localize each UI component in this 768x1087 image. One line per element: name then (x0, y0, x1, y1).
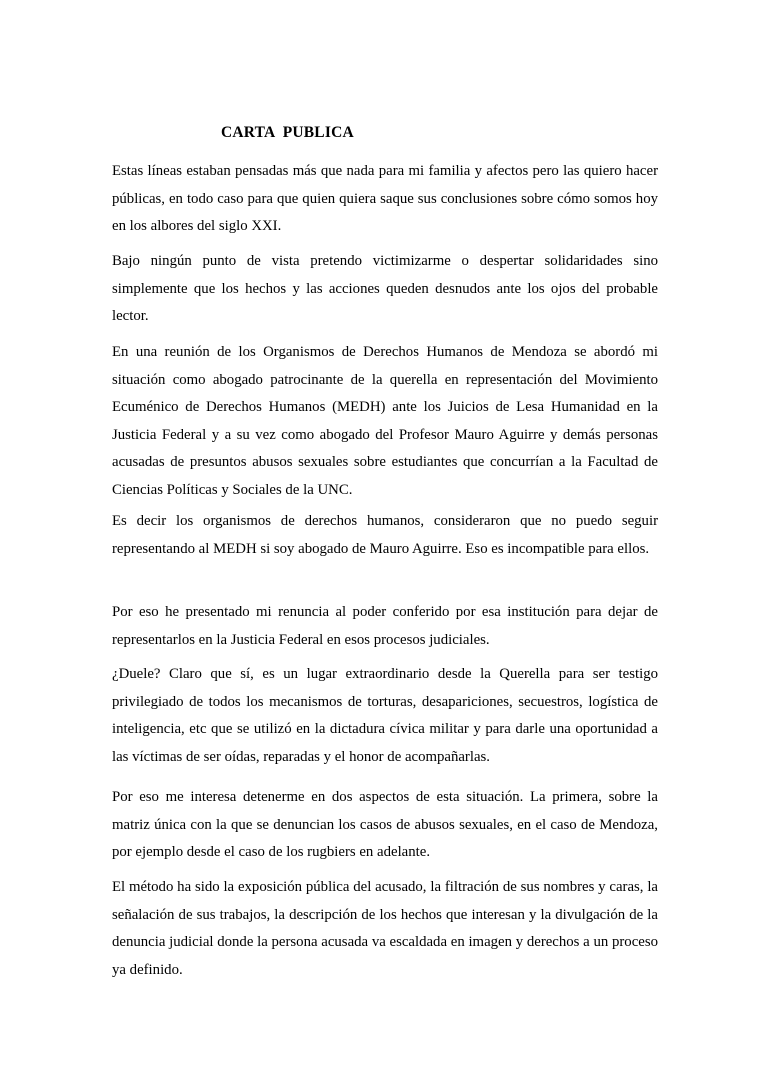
document-title: CARTA PUBLICA (221, 124, 354, 141)
paragraph-3: En una reunión de los Organismos de Derechos Humanos de Mendoza se abordó mi situación como abogado patrocinante de la querella en representación del Movimiento Ecuménico de Derechos Humanos (MEDH) ante los Juicios de Lesa Humanidad en la Justicia Federal y a su vez como abogado del Profesor Mauro Aguirre y demás personas acusadas de presuntos abusos sexuales sobre estudiantes que concurrían a la Facultad de Ciencias Políticas y Sociales de la UNC. (112, 344, 658, 498)
paragraph-6: ¿Duele? Claro que sí, es un lugar extraordinario desde la Querella para ser testigo privilegiado de todos los mecanismos de torturas, desapariciones, secuestros, logística de inteligencia, etc que se utilizó en la dictadura cívica militar y para darle una oportunidad a las víctimas de ser oídas, reparadas y el honor de acompañarlas. (112, 666, 658, 765)
paragraph-1: Estas líneas estaban pensadas más que nada para mi familia y afectos pero las quiero hacer públicas, en todo caso para que quien quiera saque sus conclusiones sobre cómo somos hoy en los albores del siglo XXI. (112, 163, 658, 235)
paragraph-2: Bajo ningún punto de vista pretendo victimizarme o despertar solidaridades sino simplemente que los hechos y las acciones queden desnudos ante los ojos del probable lector. (112, 253, 658, 325)
paragraph-7: Por eso me interesa detenerme en dos aspectos de esta situación. La primera, sobre la matriz única con la que se denuncian los casos de abusos sexuales, en el caso de Mendoza, por ejemplo desde el caso de los rugbiers en adelante. (112, 789, 658, 861)
paragraph-4: Es decir los organismos de derechos humanos, consideraron que no puedo seguir representando al MEDH si soy abogado de Mauro Aguirre. Eso es incompatible para ellos. (112, 513, 658, 557)
paragraph-5: Por eso he presentado mi renuncia al poder conferido por esa institución para dejar de representarlos en la Justicia Federal en esos procesos judiciales. (112, 604, 658, 648)
paragraph-8: El método ha sido la exposición pública del acusado, la filtración de sus nombres y caras, la señalación de sus trabajos, la descripción de los hechos que interesan y la divulgación de la denuncia judicial donde la persona acusada va escaldada en imagen y derechos a un proceso ya definido. (112, 879, 658, 978)
